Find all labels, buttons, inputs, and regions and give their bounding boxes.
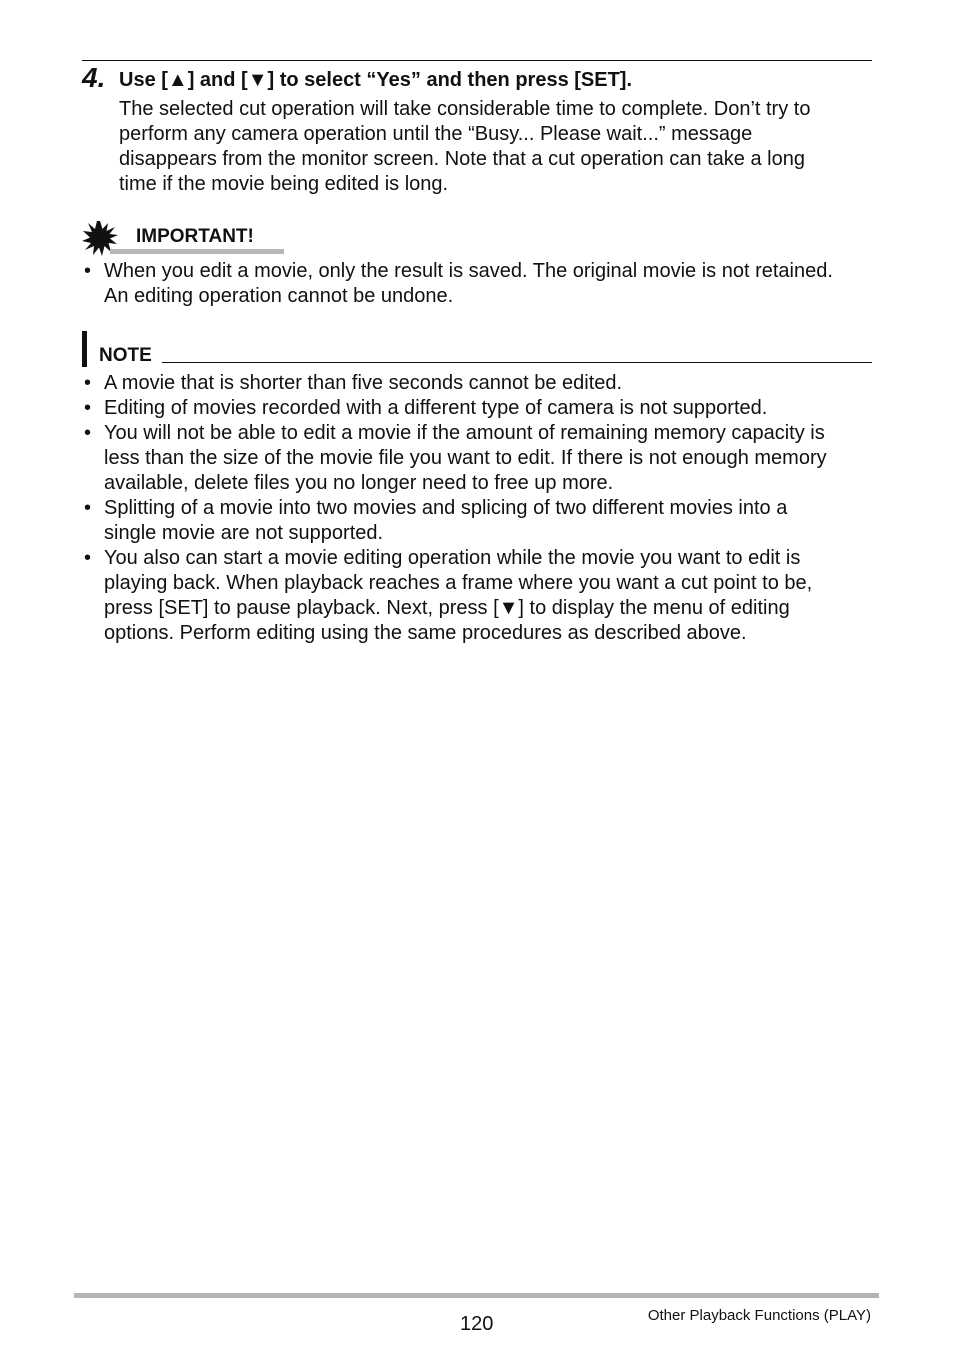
list-item-line: press [SET] to pause playback. Next, press [▼] to display the menu of editing: [104, 597, 790, 619]
top-rule: [82, 60, 872, 61]
list-item-line: playing back. When playback reaches a frame where you want a cut point to be,: [104, 572, 813, 594]
list-item: [82, 496, 882, 546]
list-item-line: single movie are not supported.: [104, 522, 384, 544]
list-item: [82, 396, 882, 421]
list-item-line: • You also can start a movie editing operation while the movie you want to edit is: [104, 547, 801, 569]
step-title: Use [▲] and [▼] to select “Yes” and then press [SET].: [119, 69, 633, 91]
list-item: [82, 421, 882, 496]
note-rule: [162, 362, 872, 363]
list-item-line: options. Perform editing using the same procedures as described above.: [104, 622, 747, 644]
step-description-line: perform any camera operation until the “Busy... Please wait...” message: [119, 123, 753, 145]
note-marker-bar: [82, 331, 87, 367]
list-item: [82, 546, 882, 646]
list-item-line: available, delete files you no longer need to free up more.: [104, 472, 614, 494]
list-item-line: • You will not be able to edit a movie if the amount of remaining memory capacity is: [104, 422, 825, 444]
step-description-line: disappears from the monitor screen. Note that a cut operation can take a long: [119, 148, 805, 170]
list-item-line: • When you edit a movie, only the result is saved. The original movie is not retained.: [104, 260, 833, 282]
step-description-line: time if the movie being edited is long.: [119, 173, 449, 195]
step-description: [119, 97, 869, 197]
list-item: [82, 371, 882, 396]
footer-rule: [74, 1293, 879, 1298]
list-item-line: • Splitting of a movie into two movies and splicing of two different movies into a: [104, 497, 788, 519]
page-number: 120: [460, 1313, 494, 1335]
important-heading: IMPORTANT!: [136, 226, 254, 247]
list-item-line: • Editing of movies recorded with a different type of camera is not supported.: [104, 397, 768, 419]
important-list: [82, 259, 882, 309]
list-item-line: An editing operation cannot be undone.: [104, 285, 454, 307]
footer-section-title: Other Playback Functions (PLAY): [647, 1307, 871, 1324]
list-item-line: less than the size of the movie file you want to edit. If there is not enough memory: [104, 447, 827, 469]
note-heading: NOTE: [99, 345, 152, 366]
list-item: [82, 259, 882, 309]
step-number: 4.: [82, 62, 106, 93]
step-description-line: The selected cut operation will take considerable time to complete. Don’t try to: [119, 98, 811, 120]
important-underline: [110, 249, 284, 254]
note-list: [82, 371, 882, 646]
list-item-line: • A movie that is shorter than five seconds cannot be edited.: [104, 372, 623, 394]
